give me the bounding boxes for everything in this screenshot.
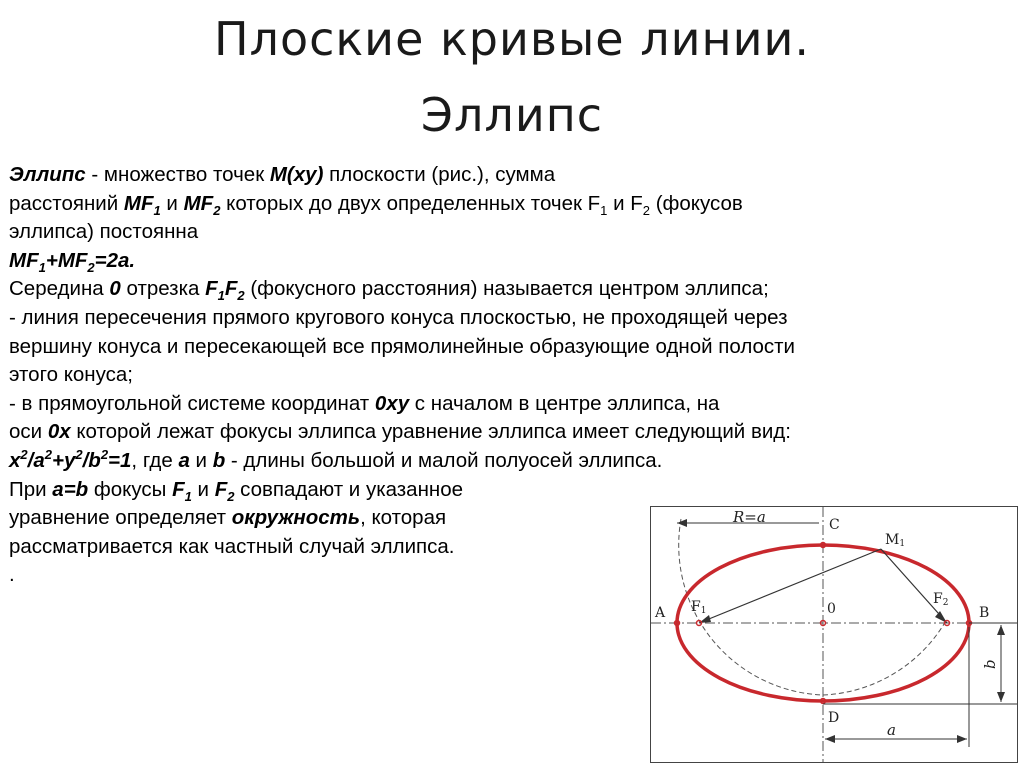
text-span: которой лежат фокусы эллипса уравнение эллипса имеет следующий вид: [70,420,791,444]
text-span: F [172,477,185,501]
sub: 2 [213,202,221,218]
text-span: +MF [45,248,88,272]
sub: 2 [227,488,235,504]
text-span: MF [183,191,214,215]
tspan-sub: 1 [700,606,707,616]
text-line-2 [9,190,1019,219]
focus-f1 [172,477,192,504]
axis-ox: 0х [47,420,71,444]
line-mf1 [699,549,881,623]
dim-b-arrow-top [997,625,1005,635]
term-circle: окружность [231,506,361,530]
text-span: фокусы [88,477,173,501]
sup: 2 [20,447,28,463]
label-c: C [829,517,840,533]
label-f1 [691,599,706,616]
condition-a-eq-b: a=b [52,477,89,501]
text-span: /b [82,448,101,472]
tspan: F [691,599,701,615]
radius-arrowhead [677,519,687,527]
text-span: x [9,448,21,472]
text-span: =2a. [94,248,136,272]
point-m: М(ху) [269,163,324,186]
slide-title-line2: Эллипс [420,88,604,142]
tspan-sub: 1 [899,539,906,549]
dim-b-arrow-bottom [997,692,1005,702]
text-span: расстояний [9,191,124,215]
text-span: с началом в центре эллипса, на [409,391,720,415]
center-zero: 0 [109,277,121,301]
sup: 2 [75,447,83,463]
sub: 1 [217,288,225,304]
text-line-11 [9,447,1019,476]
mf1 [123,191,161,218]
ellipse-diagram [651,507,1017,762]
sup: 2 [44,447,52,463]
ellipse-figure [650,506,1018,763]
text-line-14: рассматривается как частный случай эллипса. [9,534,455,558]
label-b-length: b [981,659,999,669]
label-b-point: B [979,605,990,621]
sub: 1 [184,488,192,504]
text-span: совпадают и указанное [234,477,464,501]
text-line-5 [9,275,1019,304]
text-line-1 [9,161,1019,190]
text-span: - множество точек [85,163,270,186]
text-line-7: вершину конуса и пересекающей все прямолинейные образующие одной полости [9,334,795,358]
text-span: , которая [360,506,447,530]
text-span: - длины большой и малой полуосей эллипса. [225,448,663,472]
text-line-4 [9,247,1019,276]
text-span: и F [607,191,643,215]
semi-axis-a: a [178,448,190,472]
label-r-eq-a: R=a [733,508,766,526]
formula-sum [9,248,136,275]
text-line-8: этого конуса; [9,363,133,387]
text-span: и [189,448,213,472]
text-line-10 [9,418,1019,447]
text-line-3: эллипса) постоянна [9,220,199,244]
text-span: =1 [108,448,132,472]
semi-axis-b: b [212,448,226,472]
dim-a-arrow-left [825,735,835,743]
text-span: F [214,477,228,501]
text-span: MF [123,191,154,215]
text-span: MF [9,248,39,272]
text-line-15: . [9,563,15,587]
label-d: D [828,710,840,726]
text-span: которых до двух определенных точек F [220,191,601,215]
tspan-sub: 2 [942,598,949,608]
label-f2 [933,591,948,608]
text-line-12 [9,476,1019,505]
focus-f2 [214,477,235,504]
text-span: и [160,191,184,215]
dim-a-arrow-right [957,735,967,743]
label-m1 [885,532,905,549]
text-span: (фокусного расстояния) называется центром эллипса; [244,277,769,301]
coord-system: 0ху [374,391,410,415]
label-o: 0 [827,601,836,617]
f1f2 [205,277,245,304]
text-span: +y [51,448,76,472]
text-span: плоскости (рис.), сумма [323,163,556,186]
sup: 2 [100,447,109,463]
text-span: (фокусов [650,191,743,215]
sub: 1 [600,202,608,218]
sub: 2 [642,202,651,218]
mf2 [183,191,221,218]
text-span: При [9,477,53,501]
sub: 1 [38,259,46,275]
text-span: уравнение определяет [9,506,232,530]
text-span: F [224,277,238,301]
ellipse-equation [9,449,131,472]
text-span: и [191,477,215,501]
sub: 2 [237,288,245,304]
tspan: F [933,591,943,607]
text-span: , где [131,448,179,472]
text-span: оси [9,420,48,444]
slide-title-line1: Плоские кривые линии. [213,12,811,66]
label-a-point: A [655,605,666,621]
sub: 2 [87,259,95,275]
text-line-9 [9,390,1019,419]
sub: 1 [153,202,161,218]
text-span: отрезка [120,277,206,301]
tspan: M [885,532,900,548]
text-span: - в прямоугольной системе координат [9,391,375,415]
term-ellipse: Эллипс [9,163,86,186]
text-span: Середина [9,277,110,301]
text-span: /a [27,448,45,472]
text-span: F [205,277,218,301]
text-line-6: - линия пересечения прямого кругового конуса плоскостью, не проходящей через [9,305,788,329]
label-a-length: a [887,721,896,739]
